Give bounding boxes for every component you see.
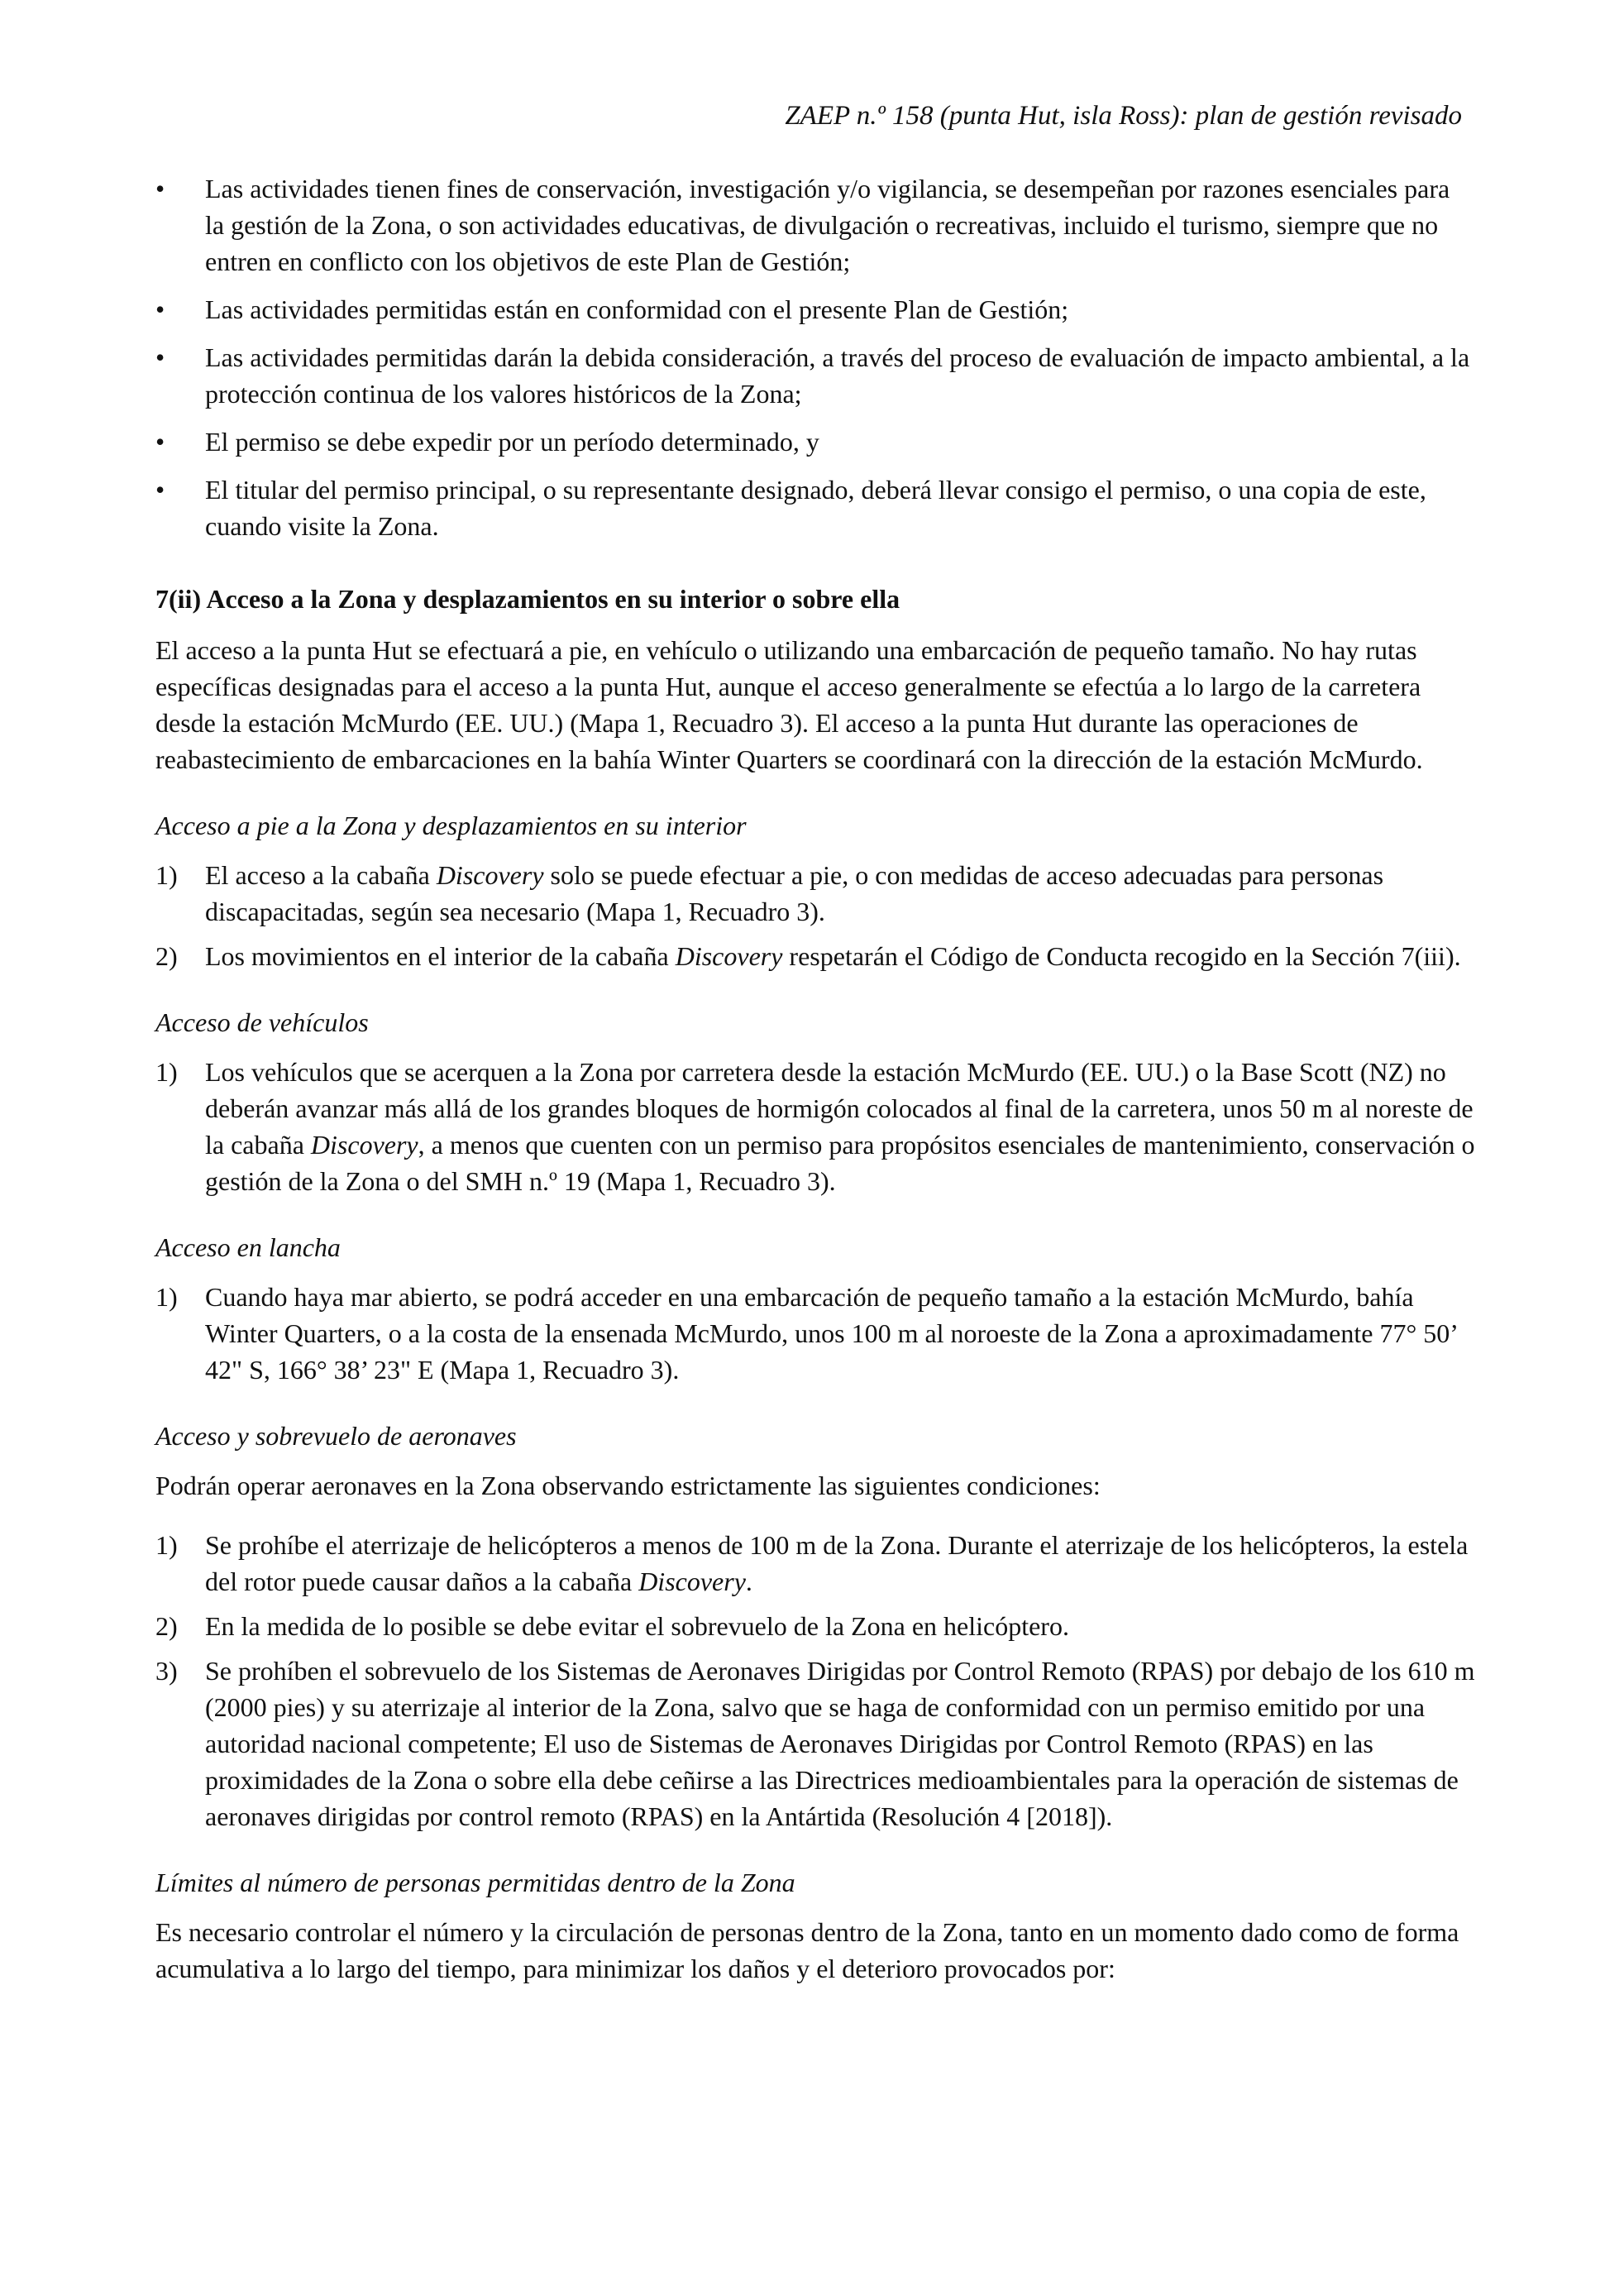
list-item: 1) Los vehículos que se acerquen a la Zona por carretera desde la estación McMurdo (EE. UU.) o la Base Scott (NZ) no deberán avanzar más allá de los grandes bloques de hormigón colocados al final de la carretera, unos 50 m al noreste de la cabaña Discovery, a menos que cuenten con un permiso para propósitos esenciales de mantenimiento, conservación o gestión de la Zona o del SMH n.º 19 (Mapa 1, Recuadro 3). — [155, 1054, 1475, 1199]
list-item — [155, 471, 1475, 544]
vehicle-access-list — [155, 1054, 1475, 1199]
limits-subheading: Límites al número de personas permitidas dentro de la Zona — [155, 1868, 795, 1897]
access-intro-paragraph: El acceso a la punta Hut se efectuará a pie, en vehículo o utilizando una embarcación de pequeño tamaño. No hay rutas específicas designadas para el acceso a la punta Hut, aunque el acceso generalmente se efectúa a lo largo de la carretera desde la estación McMurdo (EE. UU.) (Mapa 1, Recuadro 3). El acceso a la punta Hut durante las operaciones de reabastecimiento de embarcaciones en la bahía Winter Quarters se coordinará con la dirección de la estación McMurdo. — [155, 635, 1423, 774]
list-item: 3) Se prohíben el sobrevuelo de los Sistemas de Aeronaves Dirigidas por Control Remoto (RPAS) por debajo de los 610 m (2000 pies) y su aterrizaje al interior de la Zona, salvo que se haga de conformidad con un permiso emitido por una autoridad nacional competente; El uso de Sistemas de Aeronaves Dirigidas por Control Remoto (RPAS) en las proximidades de la Zona o sobre ella debe ceñirse a las Directrices medioambientales para la operación de sistemas de aeronaves dirigidas por control remoto (RPAS) en la Antártida (Resolución 4 [2018]). — [155, 1653, 1475, 1834]
list-item: 1) Cuando haya mar abierto, se podrá acceder en una embarcación de pequeño tamaño a la estación McMurdo, bahía Winter Quarters, o a la costa de la ensenada McMurdo, unos 100 m al noroeste de la Zona a aproximadamente 77° 50’ 42" S, 166° 38’ 23" E (Mapa 1, Recuadro 3). — [155, 1279, 1475, 1388]
list-number: 3) — [155, 1656, 178, 1686]
hut-name: Discovery — [436, 860, 544, 890]
foot-access-list — [155, 857, 1475, 974]
list-item-text: Las actividades tienen fines de conservación, investigación y/o vigilancia, se desempeñan por razones esenciales para la gestión de la Zona, o son actividades educativas, de divulgación o recreativas, incluido el turismo, siempre que no entren en conflicto con los objetivos de este Plan de Gestión; — [205, 174, 1450, 276]
bullet-icon: • — [155, 174, 165, 203]
bullet-icon: • — [155, 427, 165, 457]
list-item — [155, 423, 1475, 460]
vehicle-access-subheading: Acceso de vehículos — [155, 1007, 369, 1037]
boat-access-list — [155, 1279, 1475, 1388]
list-number: 1) — [155, 860, 178, 890]
list-number: 1) — [155, 1282, 178, 1312]
hut-name: Discovery — [310, 1130, 418, 1160]
aircraft-conditions-list — [155, 1527, 1475, 1834]
page-header: ZAEP n.º 158 (punta Hut, isla Ross): plan de gestión revisado — [785, 101, 1462, 131]
list-item: 1) El acceso a la cabaña Discovery solo se puede efectuar a pie, o con medidas de acceso adecuadas para personas discapacitadas, según sea necesario (Mapa 1, Recuadro 3). — [155, 857, 1475, 930]
list-item-text: Las actividades permitidas darán la debida consideración, a través del proceso de evaluación de impacto ambiental, a la protección continua de los valores históricos de la Zona; — [205, 342, 1470, 409]
list-item-text: Las actividades permitidas están en conformidad con el presente Plan de Gestión; — [205, 294, 1069, 324]
list-number: 1) — [155, 1530, 178, 1560]
bullet-icon: • — [155, 475, 165, 505]
list-item: 2) Los movimientos en el interior de la cabaña Discovery respetarán el Código de Conducta recogido en la Sección 7(iii). — [155, 938, 1475, 974]
list-item-text: El titular del permiso principal, o su representante designado, deberá llevar consigo el permiso, o una copia de este, cuando visite la Zona. — [205, 475, 1426, 541]
section-heading: 7(ii) Acceso a la Zona y desplazamientos en su interior o sobre ella — [155, 584, 900, 614]
hut-name: Discovery — [675, 941, 783, 971]
foot-access-subheading: Acceso a pie a la Zona y desplazamientos en su interior — [155, 811, 747, 840]
bullet-icon: • — [155, 294, 165, 324]
list-item-text: El permiso se debe expedir por un período determinado, y — [205, 427, 819, 457]
list-item: 2) En la medida de lo posible se debe evitar el sobrevuelo de la Zona en helicóptero. — [155, 1608, 1475, 1644]
aircraft-intro-paragraph: Podrán operar aeronaves en la Zona observando estrictamente las siguientes condiciones: — [155, 1471, 1101, 1500]
list-number: 2) — [155, 1611, 178, 1641]
list-item: 1) Se prohíbe el aterrizaje de helicópteros a menos de 100 m de la Zona. Durante el aterrizaje de los helicópteros, la estela del rotor puede causar daños a la cabaña Discovery. — [155, 1527, 1475, 1600]
hut-name: Discovery — [638, 1567, 746, 1596]
list-item — [155, 291, 1475, 328]
bullet-icon: • — [155, 342, 165, 372]
list-number: 1) — [155, 1057, 178, 1087]
list-number: 2) — [155, 941, 178, 971]
permit-conditions-list — [155, 170, 1475, 544]
aircraft-access-subheading: Acceso y sobrevuelo de aeronaves — [155, 1421, 517, 1451]
list-item — [155, 170, 1475, 280]
list-item — [155, 339, 1475, 412]
limits-paragraph: Es necesario controlar el número y la circulación de personas dentro de la Zona, tanto en un momento dado como de forma acumulativa a lo largo del tiempo, para minimizar los daños y el deterioro provocados por: — [155, 1917, 1459, 1983]
boat-access-subheading: Acceso en lancha — [155, 1232, 341, 1262]
